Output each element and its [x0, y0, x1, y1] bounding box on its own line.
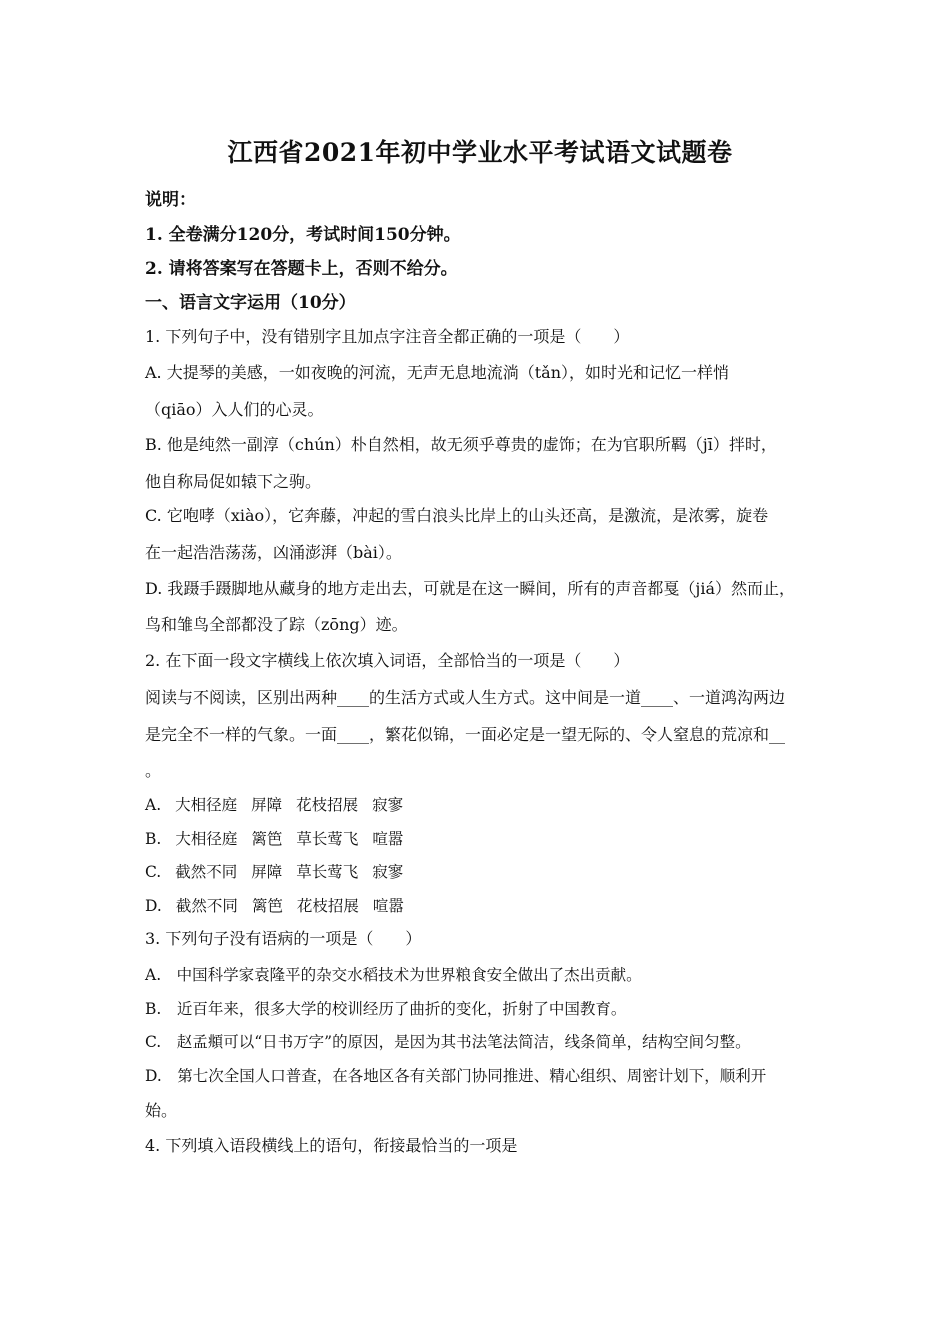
question-2-option-a	[145, 795, 403, 815]
question-2-stem: 2. 在下面一段文字横线上依次填入词语，全部恰当的一项是（ ）	[145, 651, 630, 670]
option-word: 屏障	[251, 796, 283, 814]
option-label: D.	[145, 897, 162, 915]
question-2-option-c	[145, 862, 403, 882]
question-3-stem: 3. 下列句子没有语病的一项是（ ）	[145, 929, 422, 948]
question-1-option-d-cont: 鸟和雏鸟全部都没了踪（zōng）迹。	[145, 615, 408, 634]
option-word: 草长莺飞	[296, 830, 359, 848]
option-word: 喧嚣	[372, 897, 404, 915]
option-word: 篱笆	[251, 897, 283, 915]
question-2-passage-line-2: 是完全不一样的气象。一面____，繁花似锦，一面必定是一望无际的、令人窒息的荒凉和__	[145, 725, 786, 744]
option-word: 屏障	[251, 863, 283, 881]
question-1-stem: 1. 下列句子中，没有错别字且加点字注音全都正确的一项是（ ）	[145, 327, 630, 346]
question-2-option-d	[145, 896, 404, 916]
question-3-option-b: B. 近百年来，很多大学的校训经历了曲折的变化，折射了中国教育。	[145, 1000, 627, 1018]
section-heading: 一、语言文字运用（10分）	[145, 293, 356, 313]
option-word: 截然不同	[175, 897, 238, 915]
question-3-option-d-cont: 始。	[145, 1101, 178, 1120]
option-word: 截然不同	[175, 863, 238, 881]
option-label: A.	[145, 796, 162, 814]
option-word: 草长莺飞	[296, 863, 359, 881]
option-word: 花枝招展	[296, 796, 359, 814]
option-word: 大相径庭	[175, 830, 238, 848]
question-4-stem: 4. 下列填入语段横线上的语句，衔接最恰当的一项是	[145, 1136, 518, 1155]
option-word: 喧嚣	[372, 830, 404, 848]
question-2-passage-line-1: 阅读与不阅读，区别出两种____的生活方式或人生方式。这中间是一道____、一道鸿沟两边	[145, 688, 786, 707]
question-3-option-c: C. 赵孟頫可以“日书万字”的原因，是因为其书法笔法简洁，线条简单，结构空间匀整。	[145, 1033, 751, 1051]
instructions-heading: 说明：	[145, 190, 196, 210]
question-1-option-b: B. 他是纯然一副淳（chún）朴自然相，故无须乎尊贵的虚饰；在为官职所羁（jī）拌时，	[145, 435, 777, 454]
option-word: 花枝招展	[296, 897, 359, 915]
question-3-option-a: A. 中国科学家袁隆平的杂交水稻技术为世界粮食安全做出了杰出贡献。	[145, 966, 642, 984]
question-2-option-b	[145, 829, 403, 849]
question-1-option-a-cont: （qiāo）入人们的心灵。	[145, 400, 324, 419]
question-1-option-c: C. 它咆哮（xiào），它奔藤，冲起的雪白浪头比岸上的山头还高，是激流，是浓雾，旋卷	[145, 506, 769, 525]
page-title: 江西省2021年初中学业水平考试语文试题卷	[227, 138, 733, 167]
option-word: 寂寥	[372, 796, 404, 814]
question-1-option-a: A. 大提琴的美感，一如夜晚的河流，无声无息地流淌（tǎn），如时光和记忆一样悄	[145, 363, 730, 382]
instruction-item-2: 2. 请将答案写在答题卡上，否则不给分。	[145, 259, 458, 279]
question-1-option-b-cont: 他自称局促如辕下之驹。	[145, 472, 322, 491]
option-label: B.	[145, 830, 162, 848]
question-3-option-d: D. 第七次全国人口普查，在各地区各有关部门协同推进、精心组织、周密计划下，顺利开	[145, 1067, 767, 1085]
instruction-item-1: 1. 全卷满分120分，考试时间150分钟。	[145, 225, 461, 245]
question-1-option-c-cont: 在一起浩浩荡荡，凶涌澎湃（bài）。	[145, 543, 402, 562]
question-2-passage-line-3: 。	[145, 761, 162, 780]
option-label: C.	[145, 863, 162, 881]
option-word: 篱笆	[251, 830, 283, 848]
option-word: 大相径庭	[175, 796, 238, 814]
question-1-option-d: D. 我蹑手蹑脚地从藏身的地方走出去，可就是在这一瞬间，所有的声音都戛（jiá）然而止，	[145, 579, 796, 598]
option-word: 寂寥	[372, 863, 404, 881]
